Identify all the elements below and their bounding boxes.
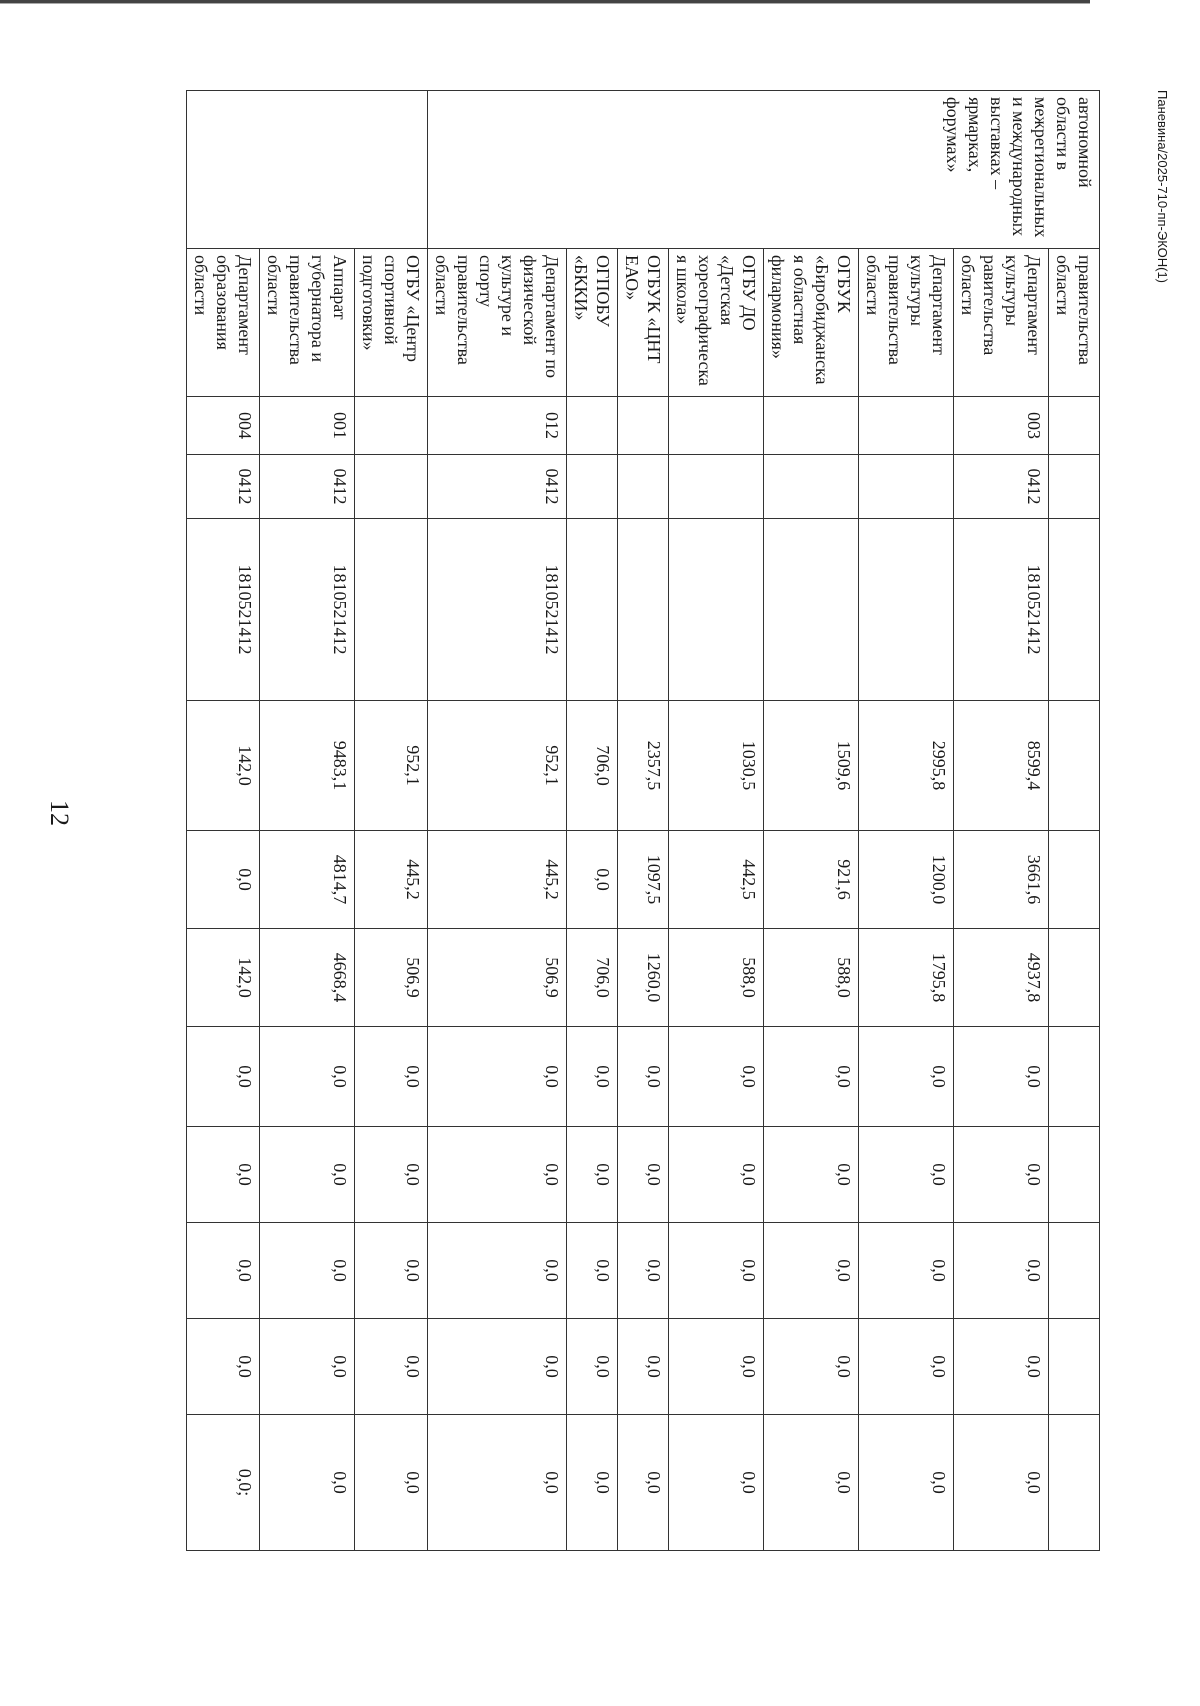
year-5-cell: 0,0 (355, 1223, 428, 1319)
year-7-cell: 0,0 (428, 1415, 567, 1551)
rz-cell (355, 455, 428, 519)
budget-allocation-table (186, 90, 1100, 1551)
year-5-cell: 0,0 (428, 1223, 567, 1319)
year-4-cell: 0,0 (859, 1127, 954, 1223)
executor-cell: ОГБУ «Центр спортивной подготовки» (355, 249, 428, 397)
year-5-cell: 0,0 (260, 1223, 355, 1319)
table-row (859, 91, 954, 1551)
year-5-cell: 0,0 (669, 1223, 764, 1319)
grbs-cell (764, 397, 859, 455)
total-cell: 1030,5 (669, 701, 764, 831)
csr-cell (669, 519, 764, 701)
csr-cell (355, 519, 428, 701)
year-1-cell: 0,0 (187, 831, 260, 929)
executor-cell: Департамент образования области (187, 249, 260, 397)
year-2-cell: 506,9 (428, 929, 567, 1027)
grbs-cell: 004 (187, 397, 260, 455)
year-7-cell: 0,0 (567, 1415, 618, 1551)
table-row (954, 91, 1049, 1551)
executor-cell: ОГБУ ДО «Детская хореографическая школа» (669, 249, 764, 397)
year-4-cell: 0,0 (567, 1127, 618, 1223)
csr-cell (1049, 519, 1100, 701)
table-row (1049, 91, 1100, 1551)
year-7-cell: 0,0; (187, 1415, 260, 1551)
year-5-cell: 0,0 (567, 1223, 618, 1319)
year-6-cell: 0,0 (764, 1319, 859, 1415)
csr-cell: 1810521412 (260, 519, 355, 701)
year-5-cell (1049, 1223, 1100, 1319)
table-row (260, 91, 355, 1551)
table-row (669, 91, 764, 1551)
table-row (764, 91, 859, 1551)
year-6-cell: 0,0 (618, 1319, 669, 1415)
year-3-cell: 0,0 (859, 1027, 954, 1127)
grbs-cell (355, 397, 428, 455)
year-3-cell: 0,0 (187, 1027, 260, 1127)
year-4-cell: 0,0 (428, 1127, 567, 1223)
year-7-cell: 0,0 (669, 1415, 764, 1551)
rz-cell (669, 455, 764, 519)
year-2-cell: 1260,0 (618, 929, 669, 1027)
year-3-cell: 0,0 (260, 1027, 355, 1127)
grbs-cell (859, 397, 954, 455)
executor-cell: Аппарат губернатора и правительства области (260, 249, 355, 397)
year-1-cell: 442,5 (669, 831, 764, 929)
year-2-cell: 706,0 (567, 929, 618, 1027)
year-2-cell (1049, 929, 1100, 1027)
total-cell: 8599,4 (954, 701, 1049, 831)
year-2-cell: 506,9 (355, 929, 428, 1027)
year-1-cell: 4814,7 (260, 831, 355, 929)
csr-cell (859, 519, 954, 701)
total-cell: 1509,6 (764, 701, 859, 831)
year-3-cell: 0,0 (764, 1027, 859, 1127)
year-7-cell: 0,0 (954, 1415, 1049, 1551)
table-row (355, 91, 428, 1551)
total-cell: 706,0 (567, 701, 618, 831)
year-2-cell: 4668,4 (260, 929, 355, 1027)
year-4-cell: 0,0 (618, 1127, 669, 1223)
grbs-cell (1049, 397, 1100, 455)
grbs-cell: 012 (428, 397, 567, 455)
year-2-cell: 588,0 (669, 929, 764, 1027)
rz-cell (567, 455, 618, 519)
year-1-cell: 1200,0 (859, 831, 954, 929)
year-7-cell: 0,0 (355, 1415, 428, 1551)
year-6-cell: 0,0 (428, 1319, 567, 1415)
year-4-cell (1049, 1127, 1100, 1223)
year-2-cell: 1795,8 (859, 929, 954, 1027)
total-cell: 142,0 (187, 701, 260, 831)
rz-cell (618, 455, 669, 519)
year-6-cell: 0,0 (260, 1319, 355, 1415)
grbs-cell (618, 397, 669, 455)
year-3-cell: 0,0 (355, 1027, 428, 1127)
year-2-cell: 142,0 (187, 929, 260, 1027)
grbs-cell: 003 (954, 397, 1049, 455)
csr-cell: 1810521412 (954, 519, 1049, 701)
page-number: 12 (45, 800, 74, 826)
grbs-cell (567, 397, 618, 455)
year-4-cell: 0,0 (669, 1127, 764, 1223)
year-7-cell: 0,0 (618, 1415, 669, 1551)
year-1-cell: 921,6 (764, 831, 859, 929)
year-6-cell: 0,0 (954, 1319, 1049, 1415)
executor-cell: ОГБУК «Биробиджанская областная филармония» (764, 249, 859, 397)
total-cell: 9483,1 (260, 701, 355, 831)
budget-table-rotated (186, 90, 1100, 1551)
rz-cell: 0412 (954, 455, 1049, 519)
year-5-cell: 0,0 (187, 1223, 260, 1319)
executor-cell: ОГБУК «ЦНТ ЕАО» (618, 249, 669, 397)
executor-cell: правительства области (1049, 249, 1100, 397)
rz-cell: 0412 (428, 455, 567, 519)
year-3-cell (1049, 1027, 1100, 1127)
program-title-cell: автономной области в межрегиональных и международных выставках – ярмарках, форумах» (428, 91, 1100, 249)
executor-cell: Департамент культуры равительства области (954, 249, 1049, 397)
year-3-cell: 0,0 (954, 1027, 1049, 1127)
executor-cell: ОГПОБУ «БККИ» (567, 249, 618, 397)
year-2-cell: 588,0 (764, 929, 859, 1027)
scan-edge-line-thin (0, 3, 1090, 4)
year-1-cell: 445,2 (355, 831, 428, 929)
year-5-cell: 0,0 (859, 1223, 954, 1319)
executor-cell: Департамент по физической культуре и спорту правительства области (428, 249, 567, 397)
grbs-cell (669, 397, 764, 455)
year-6-cell: 0,0 (669, 1319, 764, 1415)
year-1-cell (1049, 831, 1100, 929)
year-7-cell: 0,0 (764, 1415, 859, 1551)
document-footer-code: Паневина/2025-710-пп-ЭКОН(1) (1155, 90, 1170, 284)
year-4-cell: 0,0 (260, 1127, 355, 1223)
year-3-cell: 0,0 (567, 1027, 618, 1127)
rz-cell: 0412 (260, 455, 355, 519)
year-7-cell: 0,0 (260, 1415, 355, 1551)
year-5-cell: 0,0 (954, 1223, 1049, 1319)
total-cell: 2357,5 (618, 701, 669, 831)
csr-cell: 1810521412 (428, 519, 567, 701)
year-4-cell: 0,0 (764, 1127, 859, 1223)
csr-cell (618, 519, 669, 701)
year-4-cell: 0,0 (355, 1127, 428, 1223)
table-row (567, 91, 618, 1551)
year-6-cell: 0,0 (355, 1319, 428, 1415)
table-row (428, 91, 567, 1551)
year-1-cell: 1097,5 (618, 831, 669, 929)
table-row (618, 91, 669, 1551)
year-6-cell: 0,0 (567, 1319, 618, 1415)
table-row (187, 91, 260, 1551)
executor-cell: Департамент культуры правительства области (859, 249, 954, 397)
rz-cell (764, 455, 859, 519)
csr-cell (764, 519, 859, 701)
rz-cell (859, 455, 954, 519)
year-6-cell: 0,0 (859, 1319, 954, 1415)
year-2-cell: 4937,8 (954, 929, 1049, 1027)
rz-cell: 0412 (187, 455, 260, 519)
year-5-cell: 0,0 (764, 1223, 859, 1319)
year-1-cell: 0,0 (567, 831, 618, 929)
total-cell: 2995,8 (859, 701, 954, 831)
csr-cell (567, 519, 618, 701)
year-7-cell (1049, 1415, 1100, 1551)
year-1-cell: 3661,6 (954, 831, 1049, 929)
year-1-cell: 445,2 (428, 831, 567, 929)
rz-cell (1049, 455, 1100, 519)
year-4-cell: 0,0 (954, 1127, 1049, 1223)
year-6-cell (1049, 1319, 1100, 1415)
grbs-cell: 001 (260, 397, 355, 455)
total-cell: 952,1 (355, 701, 428, 831)
program-title-continued-cell (187, 91, 428, 249)
year-4-cell: 0,0 (187, 1127, 260, 1223)
year-5-cell: 0,0 (618, 1223, 669, 1319)
year-6-cell: 0,0 (187, 1319, 260, 1415)
total-cell (1049, 701, 1100, 831)
year-7-cell: 0,0 (859, 1415, 954, 1551)
year-3-cell: 0,0 (618, 1027, 669, 1127)
year-3-cell: 0,0 (669, 1027, 764, 1127)
total-cell: 952,1 (428, 701, 567, 831)
csr-cell: 1810521412 (187, 519, 260, 701)
year-3-cell: 0,0 (428, 1027, 567, 1127)
